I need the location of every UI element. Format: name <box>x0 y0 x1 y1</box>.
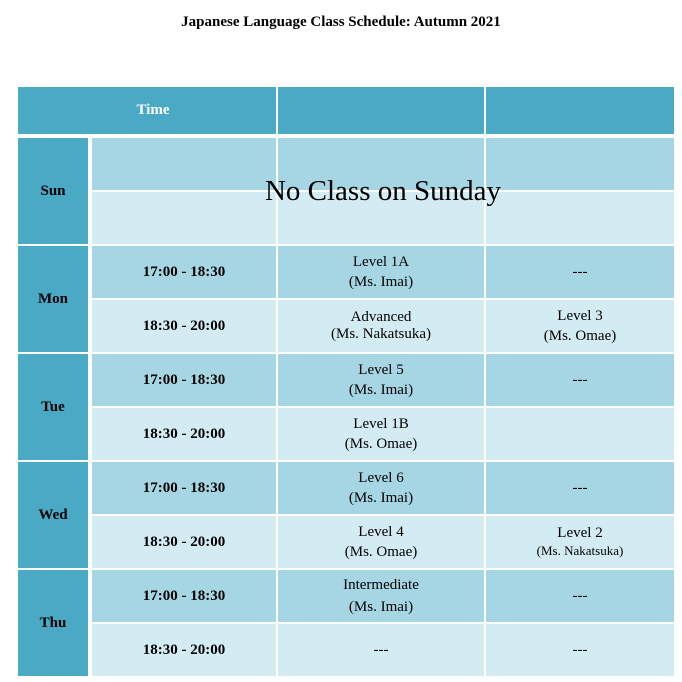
wed-early-class-a <box>278 462 484 514</box>
empty-placeholder: --- <box>572 263 588 280</box>
header-col3-cell <box>486 87 674 134</box>
header-col2-cell <box>278 87 484 134</box>
tue-early-time <box>92 354 276 406</box>
class-name: Intermediate <box>343 577 419 593</box>
mon-late-class-a <box>278 300 484 352</box>
time-label: 17:00 - 18:30 <box>142 371 226 388</box>
wed-late-class-b <box>486 516 674 568</box>
mon-late-class-b <box>486 300 674 352</box>
wed-late-time <box>92 516 276 568</box>
time-label: 17:00 - 18:30 <box>142 263 226 280</box>
class-teacher: (Ms. Omae) <box>344 544 418 560</box>
tue-late-class-a <box>278 408 484 460</box>
class-name: Advanced <box>350 309 412 325</box>
class-teacher: (Ms. Nakatsuka) <box>536 543 624 558</box>
class-name: Level 3 <box>557 308 603 324</box>
class-name: Level 1A <box>352 254 410 270</box>
day-thu-label: Thu <box>39 614 67 631</box>
wed-late-class-a <box>278 516 484 568</box>
tue-early-class-b <box>486 354 674 406</box>
time-label: 18:30 - 20:00 <box>142 641 226 658</box>
thu-late-class-b <box>486 624 674 676</box>
empty-placeholder: --- <box>572 479 588 496</box>
day-tue-label: Tue <box>41 398 65 415</box>
mon-late-time <box>92 300 276 352</box>
class-name: Level 6 <box>358 470 404 486</box>
day-wed <box>18 462 88 568</box>
empty-placeholder: --- <box>572 371 588 388</box>
day-wed-label: Wed <box>38 506 68 523</box>
header-time-label: Time <box>136 102 170 118</box>
time-label: 18:30 - 20:00 <box>142 317 226 334</box>
thu-early-class-b <box>486 570 674 622</box>
day-thu <box>18 570 88 676</box>
day-tue <box>18 354 88 460</box>
wed-early-time <box>92 462 276 514</box>
header-time-cell <box>18 87 276 134</box>
day-mon <box>18 246 88 352</box>
class-teacher: (Ms. Omae) <box>543 328 617 344</box>
empty-placeholder: --- <box>572 587 588 604</box>
class-teacher: (Ms. Nakatsuka) <box>331 326 431 342</box>
no-class-sunday: No Class on Sunday <box>264 174 502 207</box>
time-label: 18:30 - 20:00 <box>142 533 226 550</box>
time-label: 18:30 - 20:00 <box>142 425 226 442</box>
class-teacher: (Ms. Imai) <box>348 382 414 398</box>
wed-early-class-b <box>486 462 674 514</box>
tue-late-class-b <box>486 408 674 460</box>
class-name: Level 4 <box>358 524 404 540</box>
mon-early-class-a <box>278 246 484 298</box>
class-name: Level 2 <box>557 525 603 541</box>
day-sun <box>18 138 88 244</box>
mon-early-class-b <box>486 246 674 298</box>
tue-early-class-a <box>278 354 484 406</box>
empty-placeholder: --- <box>373 641 389 658</box>
day-mon-label: Mon <box>38 290 68 307</box>
thu-early-time <box>92 570 276 622</box>
thu-late-time <box>92 624 276 676</box>
tue-late-time <box>92 408 276 460</box>
page-title: Japanese Language Class Schedule: Autumn 2021 <box>181 14 501 30</box>
class-name: Level 1B <box>353 416 409 432</box>
time-label: 17:00 - 18:30 <box>142 587 226 604</box>
mon-early-time <box>92 246 276 298</box>
class-teacher: (Ms. Omae) <box>344 436 418 452</box>
class-teacher: (Ms. Imai) <box>348 599 414 615</box>
empty-placeholder: --- <box>572 641 588 658</box>
class-teacher: (Ms. Imai) <box>348 274 414 290</box>
class-teacher: (Ms. Imai) <box>348 490 414 506</box>
class-name: Level 5 <box>358 362 404 378</box>
day-sun-label: Sun <box>40 182 66 199</box>
time-label: 17:00 - 18:30 <box>142 479 226 496</box>
thu-late-class-a <box>278 624 484 676</box>
thu-early-class-a <box>278 570 484 622</box>
